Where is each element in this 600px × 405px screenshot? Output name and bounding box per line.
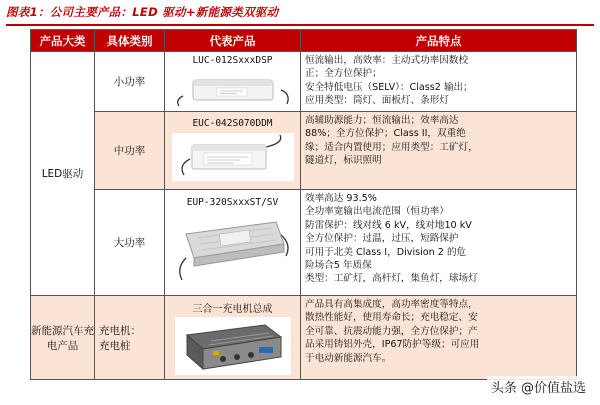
- feature-line: 于电动新能源汽车。: [305, 352, 392, 364]
- table-row: [31, 190, 577, 296]
- header-row: [31, 30, 577, 52]
- feature-line: 隧道灯，标识照明: [305, 155, 382, 167]
- subcategory-cell: 小功率: [95, 52, 165, 112]
- product-cell: [165, 190, 301, 296]
- led-driver-large-image: [168, 208, 298, 290]
- figure-title: 图表1：公司主要产品：LED 驱动+新能源类双驱动: [6, 5, 279, 19]
- feature-line: 恒流输出，高效率：主动式功率因数校: [305, 55, 469, 66]
- led-driver-medium-image: [168, 129, 298, 185]
- feature-line: 效率高达 93.5%: [305, 193, 377, 204]
- feature-line: 全方位保护：过温，过压，短路保护: [305, 233, 459, 245]
- header-category: 产品大类: [31, 30, 95, 52]
- features-cell: [301, 52, 577, 112]
- led-driver-small-image: [173, 66, 293, 110]
- feature-line: 散热性能好，使用寿命长；充电稳定、安: [305, 312, 478, 324]
- table-row: [31, 52, 577, 112]
- feature-line: 安全特低电压（SELV）：Class2 输出；: [305, 81, 473, 93]
- features-cell: [301, 190, 577, 296]
- feature-line: 可用于北美 Class I，Division 2 的危: [305, 246, 467, 258]
- subcategory-cell: 大功率: [95, 190, 165, 296]
- feature-line: 应用类型：筒灯、面板灯、条形灯: [305, 95, 449, 107]
- features-cell: [301, 112, 577, 190]
- feature-line: 类型：工矿灯，高杆灯，集鱼灯，球场灯: [305, 273, 478, 285]
- subcategory-cell: 中功率: [95, 112, 165, 190]
- category-led-driver: LED驱动: [31, 52, 95, 296]
- product-cell: [165, 296, 301, 380]
- product-cell: [165, 112, 301, 190]
- feature-line: 险场合5 年质保: [305, 260, 372, 272]
- feature-line: 全可靠、抗震动能力强，全方位保护；产: [305, 325, 478, 337]
- header-subcategory: 具体类别: [95, 30, 165, 52]
- features-cell: [301, 296, 577, 380]
- table-row: [31, 296, 577, 380]
- feature-line: 高辅助源能力；恒流输出；效率高达: [305, 115, 459, 126]
- ev-charger-image: [173, 315, 293, 377]
- feature-line: 产品具有高集成度，高功率密度等特点，: [305, 299, 478, 310]
- feature-line: 缘；适合内置使用；应用类型：工矿灯，: [305, 141, 478, 153]
- feature-line: 全功率宽输出电流范围（恒功率）: [305, 206, 449, 218]
- feature-line: 防雷保护：线对线 6 kV，线对地10 kV: [305, 219, 472, 231]
- title-underline: [6, 24, 594, 26]
- product-model: LUC-012SxxxDSP: [192, 55, 273, 66]
- header-features: 产品特点: [301, 30, 577, 52]
- header-product: 代表产品: [165, 30, 301, 52]
- table-row: [31, 112, 577, 190]
- product-model: EUC-042S070DDM: [192, 118, 273, 129]
- subcategory-cell: 充电机： 充电桩: [95, 296, 165, 380]
- category-ev-charging: 新能源汽车充电产品: [31, 296, 95, 380]
- feature-line: 品采用铸铝外壳，IP67防护等级；可应用: [305, 339, 480, 351]
- feature-line: 88%；全方位保护；Class II，双重绝: [305, 128, 466, 140]
- product-model: 三合一充电机总成: [192, 304, 273, 315]
- product-cell: [165, 52, 301, 112]
- feature-line: 正；全方位保护；: [305, 68, 382, 80]
- product-model: EUP-320SxxxST/SV: [186, 197, 279, 208]
- watermark: 头条 @价值盐选: [487, 376, 590, 397]
- product-table: [30, 29, 577, 380]
